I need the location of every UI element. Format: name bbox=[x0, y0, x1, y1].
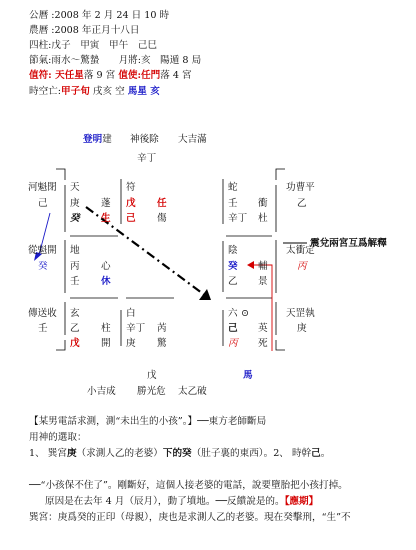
bottom-center-stem: 戊 bbox=[147, 370, 157, 381]
paragraph-2 bbox=[45, 496, 318, 507]
horse-mark: 馬 bbox=[243, 370, 253, 381]
left-label-1: 河魁閉 bbox=[28, 182, 57, 193]
header-gregorian: 公曆 :2008 年 2 月 24 日 10 時 bbox=[29, 10, 170, 21]
header-lunar: 農曆 :2008 年正月十八日 bbox=[29, 25, 140, 36]
usage-part-a: 1、 巽宮 bbox=[29, 448, 67, 459]
palace-r3c3-door: 死 bbox=[258, 338, 268, 349]
palace-r2c3-spirit: 陰 bbox=[228, 245, 238, 256]
palace-r3c2-door: 驚 bbox=[157, 338, 167, 349]
top-label-1-black: 建 bbox=[102, 134, 112, 145]
palace-r2c3-earth: 乙 bbox=[228, 276, 238, 287]
bottom-label-2: 勝光危 bbox=[137, 386, 166, 397]
usage-part-b: 庚 bbox=[66, 448, 77, 459]
palace-r3c2-earth: 庚 bbox=[126, 338, 136, 349]
palace-r1c1-door: 生 bbox=[101, 213, 111, 224]
void-black: 戌亥 空 bbox=[89, 86, 128, 97]
palace-r3c3-mark: ⊙ bbox=[241, 308, 250, 319]
top-label-1-blue: 登明 bbox=[83, 134, 103, 145]
left-label-3: 傳送收 bbox=[28, 308, 57, 319]
palace-r2c3-door: 景 bbox=[258, 276, 268, 287]
usage-part-g: 。 bbox=[320, 448, 331, 459]
usage-part-e: （肚子裏的東西）。2、 時幹 bbox=[191, 448, 312, 459]
annotation-text: 震兌兩宮互爲解釋 bbox=[310, 238, 387, 249]
top-label-2: 神後除 bbox=[130, 134, 159, 145]
palace-r2c1-heaven: 丙 bbox=[70, 261, 80, 272]
duty-officer-black: 落 9 宮 bbox=[83, 70, 119, 81]
palace-r3c2-star: 芮 bbox=[157, 323, 167, 334]
palace-r1c3-earth: 辛丁 bbox=[228, 213, 248, 224]
paragraph-3: 巽宮：庚爲癸的正印（母親），庚也是求測人乙的老婆。現在癸擊刑，“生”不 bbox=[29, 512, 351, 523]
left-label-2: 從魁開 bbox=[28, 245, 57, 256]
palace-r2c1-earth: 壬 bbox=[70, 276, 80, 287]
right-stem-3: 庚 bbox=[297, 323, 307, 334]
top-label-3: 大吉滿 bbox=[178, 134, 207, 145]
paragraph-2-red: 【應期】 bbox=[284, 496, 319, 507]
paragraph-1: ──“小孩保不住了”。剛斷好，這個人接老婆的電話，說要墮胎把小孩打掉。 bbox=[29, 480, 348, 491]
term-value: 雨水～驚蟄 月將:亥 陽遁 8 局 bbox=[51, 55, 202, 66]
palace-r1c1-earth: 癸 bbox=[70, 213, 80, 224]
usage-part-d: 下的癸 bbox=[162, 448, 192, 459]
palace-r1c2-earth: 己 bbox=[126, 213, 136, 224]
palace-r3c1-spirit: 玄 bbox=[70, 308, 80, 319]
palace-r1c3-spirit: 蛇 bbox=[228, 182, 238, 193]
top-center-stem: 辛丁 bbox=[137, 153, 157, 164]
usage-heading: 用神的選取： bbox=[29, 432, 87, 443]
right-stem-1: 乙 bbox=[297, 198, 307, 209]
palace-r1c3-heaven: 壬 bbox=[228, 198, 238, 209]
palace-r1c2-heaven: 戊 bbox=[126, 198, 136, 209]
palace-r1c1-heaven: 庚 bbox=[70, 198, 80, 209]
left-stem-1: 己 bbox=[38, 198, 48, 209]
palace-r1c2-star: 任 bbox=[157, 198, 167, 209]
palace-r2c1-door: 休 bbox=[101, 276, 111, 287]
usage-line bbox=[29, 448, 330, 459]
void-label: 時空亡: bbox=[29, 86, 62, 97]
palace-r1c2-door: 傷 bbox=[157, 213, 167, 224]
left-stem-3: 壬 bbox=[38, 323, 48, 334]
right-stem-2: 丙 bbox=[297, 261, 307, 272]
palace-r3c1-star: 柱 bbox=[101, 323, 111, 334]
void-red: 甲子旬 bbox=[61, 86, 90, 97]
palace-r3c3-heaven: 己 bbox=[228, 323, 238, 334]
palace-r2c3-star: 輔 bbox=[258, 261, 268, 272]
term-label: 節氣: bbox=[29, 55, 52, 66]
case-title: 【某男電話求測，測“未出生的小孩”。】──東方老師斷局 bbox=[29, 416, 267, 427]
palace-r3c3-earth: 丙 bbox=[228, 338, 238, 349]
palace-r2c1-star: 心 bbox=[101, 261, 111, 272]
left-stem-2: 癸 bbox=[38, 261, 48, 272]
palace-r3c1-earth: 戊 bbox=[70, 338, 80, 349]
palace-r1c1-spirit: 天 bbox=[70, 182, 80, 193]
palace-r3c3-star: 英 bbox=[258, 323, 268, 334]
palace-r1c3-door: 杜 bbox=[258, 213, 268, 224]
palace-r2c3-heaven: 癸 bbox=[228, 261, 238, 272]
palace-r1c2-spirit: 符 bbox=[126, 182, 136, 193]
palace-r3c2-heaven: 辛丁 bbox=[126, 323, 146, 334]
arrow-head bbox=[199, 289, 211, 300]
horse-star: 馬星 亥 bbox=[127, 86, 160, 97]
palace-r1c3-star: 衝 bbox=[258, 198, 268, 209]
pillars-label: 四柱: bbox=[29, 40, 52, 51]
right-label-2: 太衝定 bbox=[286, 245, 315, 256]
palace-r3c1-door: 開 bbox=[101, 338, 111, 349]
duty-officer-red: 值符: 天任星 bbox=[29, 70, 84, 81]
pillars-value: 戊子 甲寅 甲午 己巳 bbox=[51, 40, 157, 51]
top-label-1 bbox=[83, 134, 112, 145]
usage-part-f: 己 bbox=[311, 448, 321, 459]
bottom-label-1: 小吉成 bbox=[87, 386, 116, 397]
bottom-label-3: 太乙破 bbox=[178, 386, 207, 397]
usage-part-c: （求測人乙的老婆） bbox=[76, 448, 163, 459]
duty-envoy-red: 值使:任門 bbox=[118, 70, 161, 81]
right-label-3: 天罡執 bbox=[286, 308, 315, 319]
palace-r3c2-spirit: 白 bbox=[126, 308, 136, 319]
palace-r3c3-spirit: 六 bbox=[228, 308, 238, 319]
paragraph-2-text: 原因是在去年 4 月（辰月），動了墳地。──反饋說是的。 bbox=[45, 496, 285, 507]
palace-r2c1-spirit: 地 bbox=[70, 245, 80, 256]
palace-r1c1-star: 蓬 bbox=[101, 198, 111, 209]
palace-r3c1-heaven: 乙 bbox=[70, 323, 80, 334]
duty-envoy-black: 落 4 宮 bbox=[160, 70, 192, 81]
right-label-1: 功曹平 bbox=[286, 182, 315, 193]
